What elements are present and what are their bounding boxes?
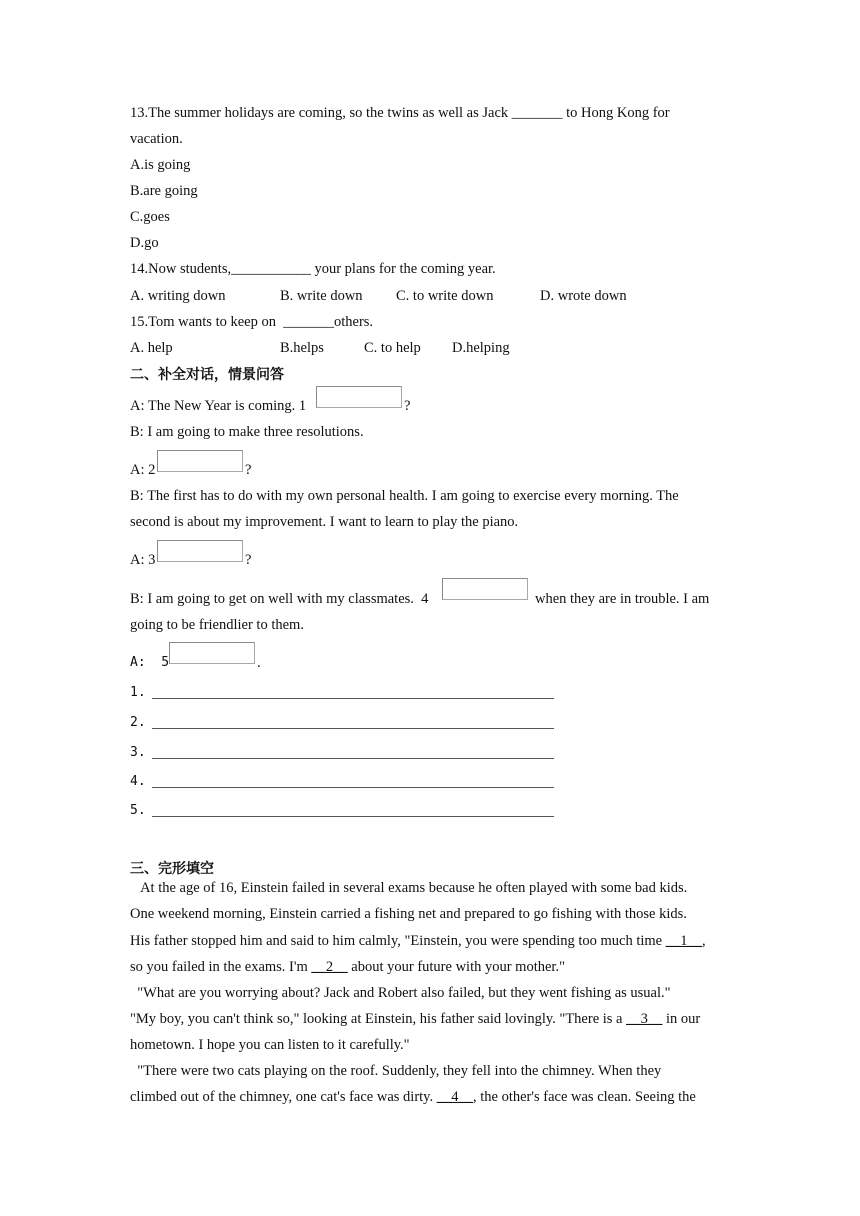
dialog-line-3-end: ? [245,462,252,478]
passage-line-6 [130,1010,700,1028]
answer-box-3[interactable] [157,540,243,562]
answer-line-5-rule [152,816,554,817]
answer-line-2-rule [152,728,554,729]
passage-line-5: "What are you worrying about? Jack and Robert also failed, but they went fishing as usual." [130,985,671,1001]
q14-option-b: B. write down [280,288,363,304]
dialog-line-5-end: ? [245,552,252,568]
answer-line-2-label: 2. [130,715,146,730]
passage-line-3 [130,932,706,950]
dialog-line-4b: second is about my improvement. I want to learn to play the piano. [130,514,519,530]
blank-4: __4__ [436,1089,473,1105]
q13-stem-line2: vacation. [130,131,183,147]
passage-line-8: "There were two cats playing on the roof. Suddenly, they fell into the chimney. When they [130,1063,662,1079]
answer-line-2[interactable] [130,715,146,731]
answer-box-1[interactable] [316,386,402,408]
blank-2: __2__ [311,959,348,975]
passage-line-2: One weekend morning, Einstein carried a fishing net and prepared to go fishing with those kids. [130,906,687,922]
answer-line-5[interactable] [130,803,146,819]
passage-line-9-a: climbed out of the chimney, one cat's face was dirty. [130,1089,437,1105]
passage-line-4-b: about your future with your mother." [347,959,565,975]
dialog-line-6a-end: when they are in trouble. I am [535,591,710,607]
answer-line-1-rule [152,698,554,699]
passage-line-7: hometown. I hope you can listen to it carefully." [130,1037,410,1053]
answer-line-1-label: 1. [130,685,146,700]
blank-3: __3__ [626,1011,663,1027]
dialog-line-1-end: ? [404,398,411,414]
dialog-line-5: A: 3 [130,552,156,568]
q14-option-a: A. writing down [130,288,226,304]
dialog-line-2: B: I am going to make three resolutions. [130,424,364,440]
passage-line-9-b: , the other's face was clean. Seeing the [473,1089,696,1105]
answer-line-3-rule [152,758,554,759]
passage-line-1: At the age of 16, Einstein failed in several exams because he often played with some bad kids. [130,880,688,896]
passage-line-3-a: His father stopped him and said to him calmly, "Einstein, you were spending too much time [130,933,666,949]
q15-option-a: A. help [130,340,173,356]
q14-stem: 14.Now students,___________ your plans for the coming year. [130,261,496,277]
q15-option-b: B.helps [280,340,324,356]
answer-line-3[interactable] [130,745,146,761]
q14-option-d: D. wrote down [540,288,627,304]
passage-line-6-b: in our [662,1011,701,1027]
dialog-line-7-end: . [257,655,261,671]
dialog-line-6b: going to be friendlier to them. [130,617,304,633]
passage-line-9 [130,1088,696,1106]
q13-option-a: A.is going [130,157,191,173]
answer-box-4[interactable] [442,578,528,600]
passage-line-6-a: "My boy, you can't think so," looking at Einstein, his father said lovingly. "There is a [130,1011,627,1027]
answer-line-1[interactable] [130,685,146,701]
answer-line-3-label: 3. [130,745,146,760]
dialog-line-3: A: 2 [130,462,156,478]
q13-option-b: B.are going [130,183,198,199]
dialog-line-1 [130,397,306,415]
answer-line-4-label: 4. [130,774,146,789]
dialog-line-6a: B: I am going to get on well with my classmates. 4 [130,591,429,607]
passage-line-3-b: , [702,933,706,949]
dialog-line-4a: B: The first has to do with my own personal health. I am going to exercise every morning. The [130,488,679,504]
section3-title: 三、完形填空 [130,861,214,877]
passage-line-4 [130,958,565,976]
q15-option-d: D.helping [452,340,510,356]
passage-line-4-a: so you failed in the exams. I'm [130,959,312,975]
answer-box-2[interactable] [157,450,243,472]
answer-line-4-rule [152,787,554,788]
q15-option-c: C. to help [364,340,421,356]
q15-stem: 15.Tom wants to keep on _______others. [130,314,374,330]
section2-title: 二、补全对话，情景问答 [130,367,284,383]
dialog-line-7: A: 5 [130,655,170,670]
answer-line-5-label: 5. [130,803,146,818]
dialog-line-1-text: A: The New Year is coming. 1 [130,398,307,414]
q13-stem-line1: 13.The summer holidays are coming, so the twins as well as Jack _______ to Hong Kong for [130,105,670,121]
answer-line-4[interactable] [130,774,146,790]
q13-option-d: D.go [130,235,159,251]
q13-option-c: C.goes [130,209,170,225]
q14-option-c: C. to write down [396,288,494,304]
blank-1: __1__ [665,933,702,949]
answer-box-5[interactable] [169,642,255,664]
